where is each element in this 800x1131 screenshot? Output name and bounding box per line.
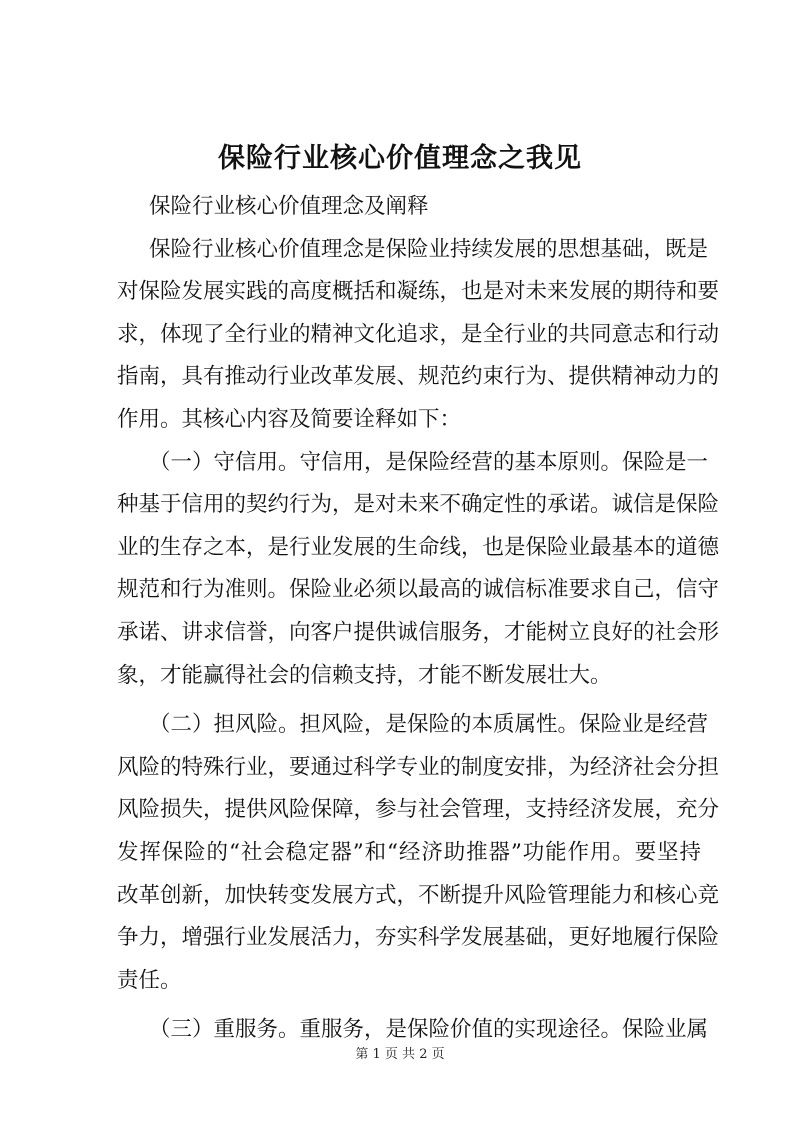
paragraph-line: 指南，具有推动行业改革发展、规范约束行为、提供精神动力的 bbox=[117, 364, 720, 390]
paragraph-line: （三）重服务。重服务，是保险价值的实现途径。保险业属 bbox=[149, 1017, 709, 1043]
paragraph-line: 象，才能赢得社会的信赖支持，才能不断发展壮大。 bbox=[117, 662, 612, 688]
paragraph-gap bbox=[117, 697, 701, 704]
document-title: 保险行业核心价值理念之我见 bbox=[218, 143, 582, 174]
paragraph-gap bbox=[117, 1002, 701, 1009]
paragraph-line: 种基于信用的契约行为，是对未来不确定性的承诺。诚信是保险 bbox=[117, 492, 720, 518]
paragraph-line: 求，体现了全行业的精神文化追求，是全行业的共同意志和行动 bbox=[117, 321, 720, 347]
paragraph-line: 争力，增强行业发展活力，夯实科学发展基础，更好地履行保险 bbox=[117, 925, 720, 951]
paragraph-line: 对保险发展实践的高度概括和凝练，也是对未来发展的期待和要 bbox=[117, 279, 720, 305]
paragraph-line: 规范和行为准则。保险业必须以最高的诚信标准要求自己，信守 bbox=[117, 577, 720, 603]
page-footer: 第 1 页 共 2 页 bbox=[355, 1047, 445, 1062]
paragraph-line: 风险的特殊行业，要通过科学专业的制度安排，为经济社会分担 bbox=[117, 754, 720, 780]
paragraph-line: 发挥保险的“社会稳定器”和“经济助推器”功能作用。要坚持 bbox=[117, 839, 701, 865]
paragraph-line: 保险行业核心价值理念是保险业持续发展的思想基础，既是 bbox=[149, 236, 709, 262]
document-body bbox=[117, 186, 720, 1052]
paragraph-line: 承诺、讲求信誉，向客户提供诚信服务，才能树立良好的社会形 bbox=[117, 619, 720, 645]
section-heading: 保险行业核心价值理念及阐释 bbox=[149, 194, 429, 219]
paragraph-line: 作用。其核心内容及简要诠释如下： bbox=[117, 406, 462, 432]
paragraph-line: 业的生存之本，是行业发展的生命线，也是保险业最基本的道德 bbox=[117, 534, 720, 560]
paragraph-line: 责任。 bbox=[117, 967, 182, 993]
paragraph-line: （二）担风险。担风险，是保险的本质属性。保险业是经营 bbox=[149, 712, 709, 738]
paragraph-line: 改革创新，加快转变发展方式，不断提升风险管理能力和核心竞 bbox=[117, 882, 720, 908]
paragraph-line: （一）守信用。守信用，是保险经营的基本原则。保险是一 bbox=[149, 449, 709, 475]
paragraph-line: 风险损失，提供风险保障，参与社会管理，支持经济发展，充分 bbox=[117, 797, 720, 823]
